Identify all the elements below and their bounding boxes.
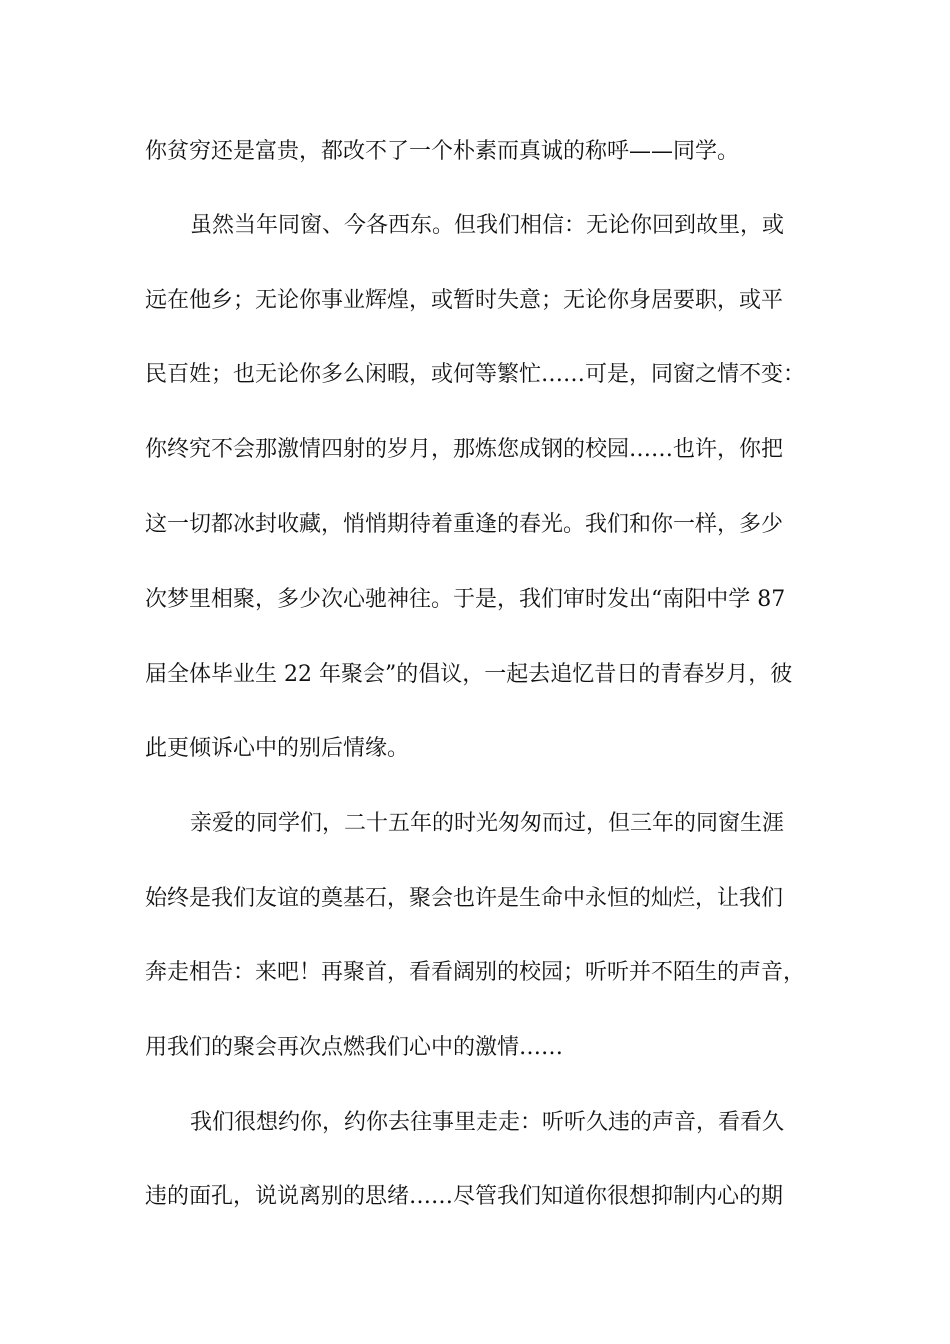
text-line: 始终是我们友谊的奠基石，聚会也许是生命中永恒的灿烂，让我们 — [145, 886, 784, 911]
text-line: 次梦里相聚，多少次心驰神往。于是，我们审时发出“南阳中学 87 — [145, 587, 786, 612]
paragraph-start-line: 我们很想约你，约你去往事里走走：听听久违的声音，看看久 — [190, 1110, 785, 1135]
paragraph-start-line: 亲爱的同学们，二十五年的时光匆匆而过，但三年的同窗生涯 — [190, 811, 785, 836]
text-line: 远在他乡；无论你事业辉煌，或暂时失意；无论你身居要职，或平 — [145, 288, 784, 313]
text-line: 用我们的聚会再次点燃我们心中的激情…… — [145, 1035, 564, 1060]
paragraph-start-line: 虽然当年同窗、今各西东。但我们相信：无论你回到故里，或 — [190, 213, 785, 238]
text-line: 你终究不会那激情四射的岁月，那炼您成钢的校园……也许，你把 — [145, 437, 784, 462]
text-line: 民百姓；也无论你多么闲暇，或何等繁忙……可是，同窗之情不变： — [145, 362, 806, 387]
text-line: 这一切都冰封收藏，悄悄期待着重逢的春光。我们和你一样，多少 — [145, 512, 784, 537]
text-line: 违的面孔，说说离别的思绪……尽管我们知道你很想抑制内心的期 — [145, 1184, 784, 1209]
text-line: 奔走相告：来吧！再聚首，看看阔别的校园；听听并不陌生的声音， — [145, 960, 806, 985]
text-line: 此更倾诉心中的别后情缘。 — [145, 736, 410, 761]
text-line: 届全体毕业生 22 年聚会”的倡议，一起去追忆昔日的青春岁月，彼 — [145, 662, 793, 687]
text-line: 你贫穷还是富贵，都改不了一个朴素而真诚的称呼——同学。 — [145, 139, 740, 164]
